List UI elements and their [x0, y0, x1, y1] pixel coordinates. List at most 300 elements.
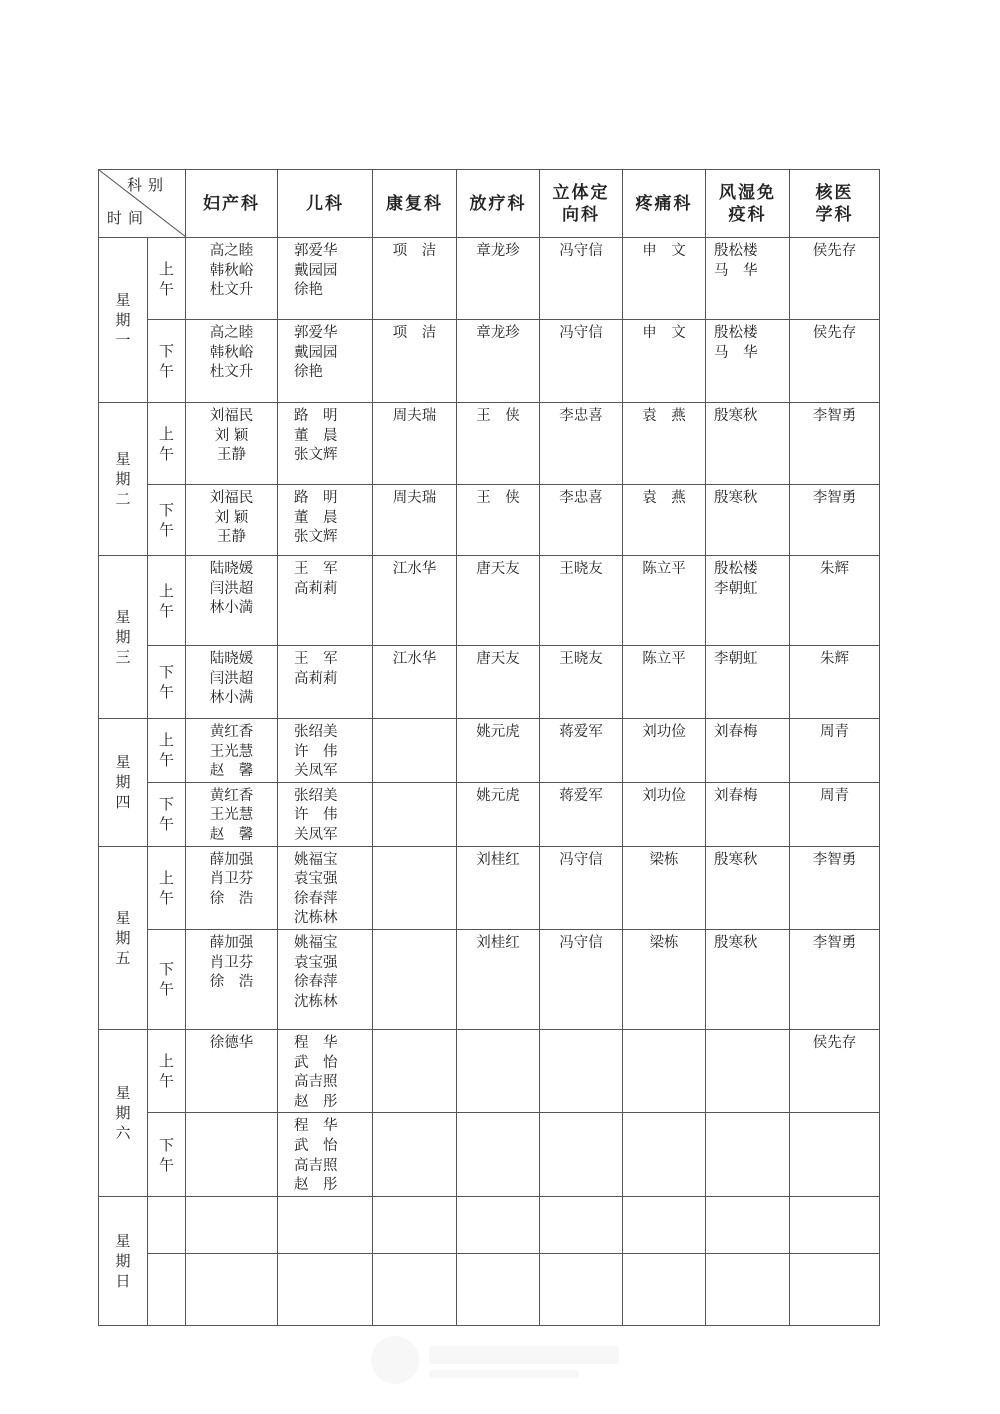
- dept-header: 妇产科: [186, 170, 278, 238]
- doctor-name: 姚元虎: [476, 787, 520, 804]
- day-label: [99, 1196, 148, 1325]
- doctor-name: 高之睦: [209, 243, 254, 259]
- doctor-cell: [790, 320, 880, 403]
- doctor-cell: [186, 556, 278, 646]
- doctor-name: 李忠喜: [559, 408, 603, 424]
- doctor-name: 王晓友: [559, 561, 603, 577]
- doctor-name: 许 伟: [294, 743, 338, 760]
- schedule-row: [99, 403, 880, 485]
- half-day-label: [148, 782, 186, 846]
- doctor-cell: [623, 1029, 706, 1112]
- doctor-name: 刘 颖: [214, 509, 249, 526]
- doctor-cell: [706, 782, 790, 846]
- doctor-cell: [706, 403, 790, 485]
- doctor-name: 肖卫芬: [209, 954, 254, 971]
- doctor-name: 徐艳: [294, 364, 323, 381]
- doctor-name: 刘桂红: [476, 934, 520, 951]
- half-day-label: [148, 1113, 186, 1196]
- doctor-name: 王 军: [294, 561, 338, 577]
- doctor-name: 武 怡: [294, 1054, 338, 1071]
- day-label: [99, 719, 148, 847]
- doctor-cell: [706, 1253, 790, 1325]
- half-day-label-text: 下午: [158, 960, 174, 999]
- schedule-row: [99, 646, 880, 719]
- doctor-name: 袁宝强: [294, 871, 338, 888]
- doctor-cell: [373, 929, 457, 1029]
- schedule-row: [99, 1253, 880, 1325]
- half-day-label: [148, 403, 186, 485]
- doctor-cell: [186, 719, 278, 783]
- doctor-name: 李智勇: [812, 851, 857, 868]
- doctor-cell: [540, 929, 623, 1029]
- corner-header: [99, 170, 186, 238]
- doctor-name: 侯先存: [812, 243, 857, 259]
- doctor-cell: [373, 782, 457, 846]
- doctor-cell: [706, 320, 790, 403]
- dept-header: [706, 170, 790, 238]
- half-day-label: [148, 485, 186, 556]
- doctor-cell: [623, 485, 706, 556]
- doctor-name: 项 洁: [392, 243, 437, 259]
- doctor-cell: [373, 238, 457, 320]
- doctor-name: 赵 彤: [294, 1177, 338, 1194]
- doctor-cell: [457, 929, 540, 1029]
- doctor-cell: [186, 1029, 278, 1112]
- doctor-name: 殷寒秋: [714, 408, 758, 424]
- doctor-cell: [186, 846, 278, 929]
- day-label-text: 星期六: [115, 1083, 131, 1142]
- doctor-name: 关凤军: [294, 763, 338, 780]
- doctor-name: 王 侠: [476, 490, 520, 506]
- doctor-name: 赵 馨: [209, 763, 254, 780]
- doctor-name: 路 明: [294, 408, 338, 424]
- day-label-text: 星期一: [115, 291, 131, 349]
- doctor-cell: [457, 238, 540, 320]
- doctor-name: 项 洁: [392, 325, 437, 341]
- doctor-cell: [540, 320, 623, 403]
- doctor-name: 马 华: [714, 344, 758, 361]
- doctor-name: 程 华: [294, 1118, 338, 1135]
- half-day-label: [148, 320, 186, 403]
- doctor-cell: [373, 403, 457, 485]
- schedule-table: [98, 169, 880, 1326]
- doctor-name: 陈立平: [642, 651, 686, 667]
- doctor-cell: [457, 1113, 540, 1196]
- doctor-cell: [790, 929, 880, 1029]
- doctor-name: 陈立平: [642, 561, 686, 577]
- doctor-cell: [278, 1113, 373, 1196]
- doctor-cell: [186, 1196, 278, 1253]
- day-label: [99, 556, 148, 719]
- doctor-name: 戴园园: [294, 344, 338, 361]
- corner-time-label: 时间: [107, 209, 150, 227]
- dept-header: 康复科: [373, 170, 457, 238]
- schedule-row: [99, 485, 880, 556]
- doctor-cell: [623, 403, 706, 485]
- doctor-cell: [540, 1253, 623, 1325]
- doctor-cell: [186, 782, 278, 846]
- doctor-cell: [706, 1113, 790, 1196]
- doctor-cell: [278, 1253, 373, 1325]
- doctor-name: 陆晓媛: [209, 561, 254, 577]
- day-label-text: 星期四: [115, 753, 131, 812]
- doctor-cell: [278, 846, 373, 929]
- doctor-name: 马 华: [714, 262, 758, 279]
- doctor-cell: [706, 238, 790, 320]
- half-day-label-text: 上午: [158, 731, 174, 770]
- doctor-name: 周夫瑞: [392, 408, 437, 424]
- doctor-name: 王 侠: [476, 408, 520, 424]
- doctor-cell: [623, 238, 706, 320]
- doctor-name: 袁宝强: [294, 954, 338, 971]
- schedule-row: [99, 1113, 880, 1196]
- doctor-cell: [540, 238, 623, 320]
- doctor-cell: [540, 1029, 623, 1112]
- doctor-name: 黄红香: [209, 787, 254, 804]
- doctor-cell: [186, 1253, 278, 1325]
- doctor-name: 章龙珍: [476, 325, 520, 341]
- doctor-cell: [373, 556, 457, 646]
- doctor-cell: [186, 485, 278, 556]
- doctor-cell: [278, 556, 373, 646]
- doctor-name: 袁 燕: [642, 408, 686, 424]
- doctor-name: 刘功俭: [642, 724, 686, 740]
- header-row: [99, 170, 880, 238]
- doctor-cell: [278, 320, 373, 403]
- half-day-label-text: 上午: [158, 1052, 174, 1091]
- day-label: [99, 403, 148, 556]
- doctor-name: 唐天友: [476, 561, 520, 577]
- doctor-cell: [373, 846, 457, 929]
- doctor-name: 刘桂红: [476, 851, 520, 868]
- doctor-cell: [278, 782, 373, 846]
- doctor-cell: [457, 320, 540, 403]
- half-day-label-text: 上午: [158, 868, 174, 907]
- doctor-cell: [186, 403, 278, 485]
- doctor-name: 梁栋: [649, 934, 679, 951]
- doctor-cell: [457, 1196, 540, 1253]
- doctor-name: 李智勇: [812, 490, 857, 506]
- doctor-name: 周青: [820, 787, 849, 804]
- doctor-name: 高吉照: [294, 1074, 338, 1091]
- half-day-label-text: 下午: [158, 795, 174, 834]
- half-day-label-text: 上午: [158, 424, 174, 463]
- doctor-name: 赵 彤: [294, 1093, 338, 1110]
- doctor-cell: [278, 646, 373, 719]
- doctor-cell: [540, 1113, 623, 1196]
- doctor-cell: [186, 1113, 278, 1196]
- half-day-label-text: 下午: [158, 663, 174, 701]
- doctor-name: 沈栋林: [294, 993, 338, 1010]
- doctor-cell: [278, 929, 373, 1029]
- doctor-cell: [623, 556, 706, 646]
- doctor-name: 梁栋: [649, 851, 679, 868]
- doctor-cell: [706, 1196, 790, 1253]
- doctor-cell: [623, 1196, 706, 1253]
- doctor-name: 姚福宝: [294, 851, 338, 868]
- doctor-cell: [278, 485, 373, 556]
- doctor-name: 林小满: [209, 690, 254, 707]
- doctor-cell: [623, 929, 706, 1029]
- doctor-cell: [457, 782, 540, 846]
- doctor-cell: [186, 320, 278, 403]
- doctor-cell: [186, 238, 278, 320]
- doctor-name: 徐春萍: [294, 890, 338, 907]
- doctor-name: 冯守信: [559, 243, 603, 259]
- doctor-name: 蒋爱军: [559, 787, 603, 804]
- doctor-name: 朱辉: [820, 561, 849, 577]
- doctor-name: 董 晨: [294, 427, 338, 444]
- doctor-cell: [790, 1196, 880, 1253]
- doctor-cell: [457, 846, 540, 929]
- doctor-name: 侯先存: [812, 325, 857, 341]
- doctor-name: 张绍美: [294, 724, 338, 740]
- watermark-logo: [365, 1330, 635, 1390]
- doctor-cell: [790, 1113, 880, 1196]
- doctor-cell: [186, 646, 278, 719]
- day-label: [99, 846, 148, 1029]
- half-day-label-text: 上午: [158, 581, 174, 620]
- doctor-name: 杜文升: [209, 282, 254, 299]
- day-label-text: 星期二: [115, 450, 131, 508]
- doctor-cell: [706, 846, 790, 929]
- doctor-cell: [790, 403, 880, 485]
- doctor-name: 徐 浩: [209, 890, 254, 907]
- doctor-name: 高之睦: [209, 325, 254, 341]
- doctor-name: 韩秋峪: [209, 262, 254, 279]
- doctor-cell: [706, 929, 790, 1029]
- doctor-cell: [457, 485, 540, 556]
- dept-header: [540, 170, 623, 238]
- doctor-name: 殷松楼: [714, 243, 758, 259]
- schedule-row: [99, 1029, 880, 1112]
- doctor-name: 唐天友: [476, 651, 520, 667]
- doctor-cell: [373, 320, 457, 403]
- doctor-cell: [186, 929, 278, 1029]
- doctor-cell: [790, 485, 880, 556]
- half-day-label: [148, 1253, 186, 1325]
- doctor-cell: [540, 719, 623, 783]
- doctor-name: 徐艳: [294, 282, 323, 299]
- doctor-name: 申 文: [642, 243, 686, 259]
- doctor-name: 冯守信: [559, 325, 603, 341]
- doctor-name: 刘功俭: [642, 787, 686, 804]
- doctor-cell: [373, 1253, 457, 1325]
- doctor-name: 张文辉: [294, 529, 338, 546]
- doctor-cell: [790, 1253, 880, 1325]
- doctor-name: 武 怡: [294, 1137, 338, 1154]
- doctor-cell: [706, 1029, 790, 1112]
- doctor-name: 赵 馨: [209, 826, 254, 843]
- doctor-cell: [540, 782, 623, 846]
- doctor-name: 侯先存: [812, 1034, 857, 1051]
- doctor-name: 王静: [217, 529, 246, 546]
- doctor-name: 袁 燕: [642, 490, 686, 506]
- dept-header-label: 立体定向科: [552, 182, 610, 225]
- doctor-name: 冯守信: [559, 934, 603, 951]
- doctor-name: 周夫瑞: [392, 490, 437, 506]
- doctor-name: 殷松楼: [714, 325, 758, 341]
- doctor-cell: [706, 556, 790, 646]
- doctor-cell: [623, 782, 706, 846]
- day-label: [99, 1029, 148, 1196]
- doctor-cell: [706, 719, 790, 783]
- doctor-name: 高莉莉: [294, 670, 338, 687]
- doctor-name: 王光慧: [209, 743, 254, 760]
- dept-header: [790, 170, 880, 238]
- doctor-cell: [373, 646, 457, 719]
- doctor-cell: [457, 1029, 540, 1112]
- half-day-label: [148, 719, 186, 783]
- doctor-cell: [790, 1029, 880, 1112]
- doctor-name: 姚福宝: [294, 934, 338, 951]
- doctor-name: 刘 颖: [214, 427, 249, 444]
- schedule-row: [99, 719, 880, 783]
- doctor-name: 陆晓媛: [209, 651, 254, 667]
- doctor-cell: [278, 1196, 373, 1253]
- doctor-name: 闫洪超: [209, 580, 254, 597]
- schedule-row: [99, 556, 880, 646]
- half-day-label: [148, 238, 186, 320]
- doctor-name: 杜文升: [209, 364, 254, 381]
- doctor-cell: [540, 646, 623, 719]
- doctor-name: 韩秋峪: [209, 344, 254, 361]
- doctor-name: 殷寒秋: [714, 934, 758, 951]
- doctor-name: 薛加强: [209, 851, 254, 868]
- doctor-name: 王光慧: [209, 807, 254, 824]
- doctor-name: 殷寒秋: [714, 490, 758, 506]
- doctor-name: 徐春萍: [294, 974, 338, 991]
- half-day-label-text: 上午: [158, 259, 174, 298]
- doctor-name: 薛加强: [209, 934, 254, 951]
- doctor-name: 李智勇: [812, 408, 857, 424]
- dept-header: 儿科: [278, 170, 373, 238]
- half-day-label-text: 下午: [158, 501, 174, 539]
- doctor-name: 关凤军: [294, 826, 338, 843]
- doctor-name: 黄红香: [209, 724, 254, 740]
- doctor-cell: [278, 719, 373, 783]
- schedule-row: [99, 929, 880, 1029]
- dept-header-label: 核医学科: [815, 182, 854, 225]
- doctor-cell: [790, 782, 880, 846]
- doctor-name: 李忠喜: [559, 490, 603, 506]
- doctor-cell: [623, 719, 706, 783]
- doctor-name: 刘福民: [209, 490, 254, 506]
- doctor-name: 王晓友: [559, 651, 603, 667]
- schedule-row: [99, 1196, 880, 1253]
- schedule-row: [99, 782, 880, 846]
- half-day-label: [148, 846, 186, 929]
- corner-department-label: 科别: [126, 176, 169, 194]
- doctor-cell: [706, 485, 790, 556]
- half-day-label-text: 下午: [158, 1135, 174, 1174]
- half-day-label-text: 下午: [158, 342, 174, 380]
- doctor-cell: [457, 556, 540, 646]
- doctor-cell: [540, 556, 623, 646]
- half-day-label: [148, 1029, 186, 1112]
- doctor-name: 殷寒秋: [714, 851, 758, 868]
- doctor-name: 江水华: [392, 651, 437, 667]
- doctor-name: 申 文: [642, 325, 686, 341]
- doctor-name: 徐德华: [209, 1034, 254, 1051]
- doctor-cell: [706, 646, 790, 719]
- doctor-cell: [623, 1253, 706, 1325]
- doctor-name: 许 伟: [294, 807, 338, 824]
- doctor-name: 朱辉: [820, 651, 849, 667]
- doctor-name: 章龙珍: [476, 243, 520, 259]
- doctor-name: 肖卫芬: [209, 871, 254, 888]
- half-day-label: [148, 646, 186, 719]
- doctor-cell: [790, 846, 880, 929]
- doctor-name: 郭爱华: [294, 325, 338, 341]
- doctor-cell: [540, 485, 623, 556]
- doctor-name: 姚元虎: [476, 724, 520, 740]
- doctor-name: 李朝虹: [714, 651, 758, 667]
- doctor-cell: [278, 1029, 373, 1112]
- doctor-name: 李朝虹: [714, 580, 758, 597]
- doctor-cell: [623, 846, 706, 929]
- schedule-row: [99, 320, 880, 403]
- day-label-text: 星期日: [115, 1231, 131, 1290]
- doctor-cell: [373, 1029, 457, 1112]
- doctor-cell: [540, 846, 623, 929]
- doctor-cell: [373, 485, 457, 556]
- doctor-name: 刘福民: [209, 408, 254, 424]
- dept-header: 放疗科: [457, 170, 540, 238]
- schedule-row: [99, 238, 880, 320]
- doctor-cell: [790, 719, 880, 783]
- doctor-name: 刘春梅: [714, 787, 758, 804]
- doctor-name: 戴园园: [294, 262, 338, 279]
- doctor-name: 董 晨: [294, 509, 338, 526]
- doctor-cell: [623, 320, 706, 403]
- doctor-name: 闫洪超: [209, 670, 254, 687]
- dept-header-label: 风湿免疫科: [719, 182, 776, 225]
- doctor-cell: [457, 719, 540, 783]
- doctor-cell: [457, 646, 540, 719]
- doctor-name: 刘春梅: [714, 724, 758, 740]
- dept-header: 疼痛科: [623, 170, 706, 238]
- doctor-name: 沈栋林: [294, 910, 338, 927]
- doctor-cell: [373, 719, 457, 783]
- doctor-cell: [623, 1113, 706, 1196]
- doctor-name: 周青: [820, 724, 849, 740]
- half-day-label: [148, 929, 186, 1029]
- doctor-name: 程 华: [294, 1034, 338, 1051]
- doctor-cell: [457, 1253, 540, 1325]
- doctor-cell: [278, 238, 373, 320]
- doctor-cell: [540, 403, 623, 485]
- doctor-name: 郭爱华: [294, 243, 338, 259]
- doctor-name: 蒋爱军: [559, 724, 603, 740]
- doctor-cell: [790, 238, 880, 320]
- doctor-cell: [790, 646, 880, 719]
- half-day-label: [148, 556, 186, 646]
- doctor-cell: [278, 403, 373, 485]
- doctor-name: 李智勇: [812, 934, 857, 951]
- doctor-name: 高吉照: [294, 1157, 338, 1174]
- doctor-name: 冯守信: [559, 851, 603, 868]
- doctor-cell: [790, 556, 880, 646]
- doctor-name: 江水华: [392, 561, 437, 577]
- doctor-name: 林小満: [209, 600, 254, 617]
- doctor-name: 殷松楼: [714, 561, 758, 577]
- schedule-row: [99, 846, 880, 929]
- doctor-cell: [373, 1113, 457, 1196]
- day-label-text: 星期五: [115, 908, 131, 967]
- doctor-cell: [373, 1196, 457, 1253]
- doctor-name: 王 军: [294, 651, 338, 667]
